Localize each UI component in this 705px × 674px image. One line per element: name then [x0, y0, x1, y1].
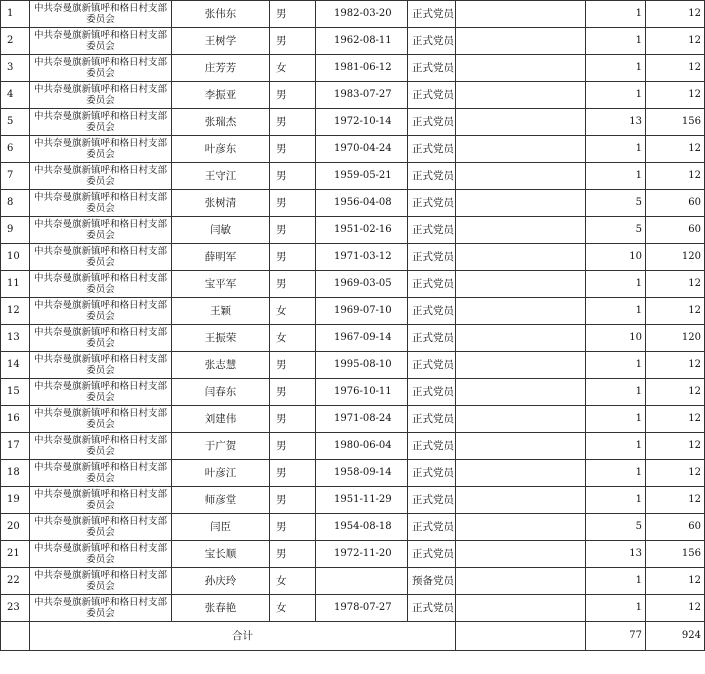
member-name: 于广贺 — [172, 433, 270, 460]
member-status: 正式党员 — [408, 352, 456, 379]
table-row — [1, 541, 705, 568]
blank-cell — [456, 163, 586, 190]
count-cell: 1 — [586, 460, 646, 487]
birth-date: 1956-04-08 — [316, 190, 408, 217]
gender-cell: 男 — [270, 244, 316, 271]
amount-cell: 120 — [646, 244, 705, 271]
count-cell: 5 — [586, 190, 646, 217]
member-status: 正式党员 — [408, 460, 456, 487]
member-name: 叶彦江 — [172, 460, 270, 487]
member-name: 张瑞杰 — [172, 109, 270, 136]
table-row — [1, 28, 705, 55]
birth-date: 1976-10-11 — [316, 379, 408, 406]
count-cell: 1 — [586, 271, 646, 298]
member-name: 叶彦东 — [172, 136, 270, 163]
blank-cell — [456, 568, 586, 595]
total-amount: 924 — [646, 622, 705, 651]
table-row — [1, 55, 705, 82]
gender-cell: 女 — [270, 325, 316, 352]
gender-cell: 男 — [270, 406, 316, 433]
row-number: 7 — [1, 163, 30, 190]
row-number: 20 — [1, 514, 30, 541]
organization-cell: 中共奈曼旗新镇呼和格日村支部委员会 — [30, 433, 172, 460]
organization-cell: 中共奈曼旗新镇呼和格日村支部委员会 — [30, 190, 172, 217]
count-cell: 1 — [586, 136, 646, 163]
birth-date: 1969-03-05 — [316, 271, 408, 298]
count-cell: 1 — [586, 406, 646, 433]
row-number: 14 — [1, 352, 30, 379]
member-name: 张伟东 — [172, 1, 270, 28]
member-name: 宝长顺 — [172, 541, 270, 568]
total-label: 合计 — [30, 622, 456, 651]
row-number: 23 — [1, 595, 30, 622]
organization-cell: 中共奈曼旗新镇呼和格日村支部委员会 — [30, 487, 172, 514]
table-row — [1, 82, 705, 109]
birth-date: 1982-03-20 — [316, 1, 408, 28]
gender-cell: 男 — [270, 460, 316, 487]
blank-cell — [456, 379, 586, 406]
member-name: 薛明军 — [172, 244, 270, 271]
birth-date: 1983-07-27 — [316, 82, 408, 109]
member-status: 正式党员 — [408, 514, 456, 541]
blank-cell — [456, 595, 586, 622]
table-row — [1, 190, 705, 217]
amount-cell: 60 — [646, 514, 705, 541]
member-status: 正式党员 — [408, 271, 456, 298]
count-cell: 10 — [586, 244, 646, 271]
blank-cell — [456, 325, 586, 352]
amount-cell: 12 — [646, 406, 705, 433]
row-number: 3 — [1, 55, 30, 82]
row-number: 10 — [1, 244, 30, 271]
organization-cell: 中共奈曼旗新镇呼和格日村支部委员会 — [30, 541, 172, 568]
amount-cell: 12 — [646, 379, 705, 406]
table-row — [1, 298, 705, 325]
row-number: 21 — [1, 541, 30, 568]
amount-cell: 156 — [646, 541, 705, 568]
count-cell: 1 — [586, 1, 646, 28]
gender-cell: 女 — [270, 298, 316, 325]
organization-cell: 中共奈曼旗新镇呼和格日村支部委员会 — [30, 28, 172, 55]
total-blank-cell — [456, 622, 586, 651]
row-number: 1 — [1, 1, 30, 28]
amount-cell: 60 — [646, 190, 705, 217]
organization-cell: 中共奈曼旗新镇呼和格日村支部委员会 — [30, 109, 172, 136]
member-status: 正式党员 — [408, 379, 456, 406]
count-cell: 10 — [586, 325, 646, 352]
member-status: 正式党员 — [408, 1, 456, 28]
blank-cell — [456, 352, 586, 379]
birth-date: 1962-08-11 — [316, 28, 408, 55]
count-cell: 1 — [586, 379, 646, 406]
member-status: 正式党员 — [408, 109, 456, 136]
count-cell: 1 — [586, 595, 646, 622]
member-name: 师彦堂 — [172, 487, 270, 514]
gender-cell: 男 — [270, 109, 316, 136]
row-number: 16 — [1, 406, 30, 433]
gender-cell: 女 — [270, 595, 316, 622]
member-status: 正式党员 — [408, 541, 456, 568]
organization-cell: 中共奈曼旗新镇呼和格日村支部委员会 — [30, 271, 172, 298]
count-cell: 1 — [586, 82, 646, 109]
organization-cell: 中共奈曼旗新镇呼和格日村支部委员会 — [30, 568, 172, 595]
organization-cell: 中共奈曼旗新镇呼和格日村支部委员会 — [30, 406, 172, 433]
gender-cell: 男 — [270, 514, 316, 541]
amount-cell: 12 — [646, 163, 705, 190]
row-number: 6 — [1, 136, 30, 163]
member-status: 正式党员 — [408, 163, 456, 190]
count-cell: 1 — [586, 433, 646, 460]
organization-cell: 中共奈曼旗新镇呼和格日村支部委员会 — [30, 136, 172, 163]
organization-cell: 中共奈曼旗新镇呼和格日村支部委员会 — [30, 298, 172, 325]
amount-cell: 120 — [646, 325, 705, 352]
blank-cell — [456, 298, 586, 325]
total-row — [1, 622, 705, 651]
birth-date: 1967-09-14 — [316, 325, 408, 352]
gender-cell: 女 — [270, 568, 316, 595]
birth-date: 1971-08-24 — [316, 406, 408, 433]
member-status: 预备党员 — [408, 568, 456, 595]
table-row — [1, 217, 705, 244]
count-cell: 1 — [586, 352, 646, 379]
member-status: 正式党员 — [408, 190, 456, 217]
member-name: 庄芳芳 — [172, 55, 270, 82]
member-status: 正式党员 — [408, 136, 456, 163]
total-blank-cell — [1, 622, 30, 651]
gender-cell: 男 — [270, 1, 316, 28]
member-name: 闫春东 — [172, 379, 270, 406]
blank-cell — [456, 514, 586, 541]
birth-date: 1972-10-14 — [316, 109, 408, 136]
row-number: 4 — [1, 82, 30, 109]
amount-cell: 12 — [646, 28, 705, 55]
gender-cell: 男 — [270, 433, 316, 460]
blank-cell — [456, 406, 586, 433]
row-number: 15 — [1, 379, 30, 406]
table-row — [1, 568, 705, 595]
amount-cell: 12 — [646, 460, 705, 487]
blank-cell — [456, 190, 586, 217]
organization-cell: 中共奈曼旗新镇呼和格日村支部委员会 — [30, 352, 172, 379]
row-number: 11 — [1, 271, 30, 298]
total-count: 77 — [586, 622, 646, 651]
birth-date: 1969-07-10 — [316, 298, 408, 325]
count-cell: 5 — [586, 217, 646, 244]
organization-cell: 中共奈曼旗新镇呼和格日村支部委员会 — [30, 325, 172, 352]
table-body — [1, 1, 705, 622]
member-name: 闫敏 — [172, 217, 270, 244]
member-name: 闫臣 — [172, 514, 270, 541]
birth-date: 1951-11-29 — [316, 487, 408, 514]
birth-date: 1958-09-14 — [316, 460, 408, 487]
row-number: 13 — [1, 325, 30, 352]
gender-cell: 男 — [270, 487, 316, 514]
amount-cell: 12 — [646, 595, 705, 622]
amount-cell: 12 — [646, 352, 705, 379]
member-name: 王振荣 — [172, 325, 270, 352]
row-number: 22 — [1, 568, 30, 595]
organization-cell: 中共奈曼旗新镇呼和格日村支部委员会 — [30, 163, 172, 190]
organization-cell: 中共奈曼旗新镇呼和格日村支部委员会 — [30, 82, 172, 109]
member-name: 张春艳 — [172, 595, 270, 622]
table-row — [1, 325, 705, 352]
member-name: 王守江 — [172, 163, 270, 190]
count-cell: 13 — [586, 541, 646, 568]
table-row — [1, 460, 705, 487]
amount-cell: 12 — [646, 136, 705, 163]
row-number: 17 — [1, 433, 30, 460]
gender-cell: 男 — [270, 217, 316, 244]
count-cell: 1 — [586, 298, 646, 325]
count-cell: 5 — [586, 514, 646, 541]
member-status: 正式党员 — [408, 325, 456, 352]
blank-cell — [456, 28, 586, 55]
member-name: 刘建伟 — [172, 406, 270, 433]
organization-cell: 中共奈曼旗新镇呼和格日村支部委员会 — [30, 217, 172, 244]
gender-cell: 男 — [270, 271, 316, 298]
amount-cell: 60 — [646, 217, 705, 244]
amount-cell: 12 — [646, 487, 705, 514]
member-name: 孙庆玲 — [172, 568, 270, 595]
amount-cell: 12 — [646, 1, 705, 28]
row-number: 18 — [1, 460, 30, 487]
member-status: 正式党员 — [408, 298, 456, 325]
birth-date — [316, 568, 408, 595]
member-status: 正式党员 — [408, 433, 456, 460]
birth-date: 1978-07-27 — [316, 595, 408, 622]
gender-cell: 男 — [270, 136, 316, 163]
table-row — [1, 352, 705, 379]
table-row — [1, 487, 705, 514]
table-row — [1, 595, 705, 622]
member-name: 王颖 — [172, 298, 270, 325]
gender-cell: 女 — [270, 55, 316, 82]
gender-cell: 男 — [270, 352, 316, 379]
member-status: 正式党员 — [408, 217, 456, 244]
gender-cell: 男 — [270, 163, 316, 190]
count-cell: 1 — [586, 28, 646, 55]
member-name: 宝平军 — [172, 271, 270, 298]
birth-date: 1981-06-12 — [316, 55, 408, 82]
table-row — [1, 433, 705, 460]
member-name: 张树清 — [172, 190, 270, 217]
amount-cell: 12 — [646, 271, 705, 298]
count-cell: 1 — [586, 568, 646, 595]
table-row — [1, 109, 705, 136]
member-name: 王树学 — [172, 28, 270, 55]
table-row — [1, 406, 705, 433]
count-cell: 1 — [586, 163, 646, 190]
count-cell: 1 — [586, 487, 646, 514]
blank-cell — [456, 136, 586, 163]
blank-cell — [456, 1, 586, 28]
row-number: 12 — [1, 298, 30, 325]
member-status: 正式党员 — [408, 595, 456, 622]
organization-cell: 中共奈曼旗新镇呼和格日村支部委员会 — [30, 1, 172, 28]
gender-cell: 男 — [270, 82, 316, 109]
member-status: 正式党员 — [408, 487, 456, 514]
table-row — [1, 136, 705, 163]
blank-cell — [456, 244, 586, 271]
table-row — [1, 1, 705, 28]
blank-cell — [456, 487, 586, 514]
table-row — [1, 163, 705, 190]
organization-cell: 中共奈曼旗新镇呼和格日村支部委员会 — [30, 379, 172, 406]
organization-cell: 中共奈曼旗新镇呼和格日村支部委员会 — [30, 460, 172, 487]
birth-date: 1995-08-10 — [316, 352, 408, 379]
member-name: 张志慧 — [172, 352, 270, 379]
member-status: 正式党员 — [408, 28, 456, 55]
birth-date: 1980-06-04 — [316, 433, 408, 460]
birth-date: 1951-02-16 — [316, 217, 408, 244]
birth-date: 1959-05-21 — [316, 163, 408, 190]
blank-cell — [456, 541, 586, 568]
amount-cell: 12 — [646, 568, 705, 595]
table-row — [1, 244, 705, 271]
blank-cell — [456, 460, 586, 487]
row-number: 5 — [1, 109, 30, 136]
member-name: 李振亚 — [172, 82, 270, 109]
count-cell: 13 — [586, 109, 646, 136]
member-status: 正式党员 — [408, 244, 456, 271]
gender-cell: 男 — [270, 541, 316, 568]
amount-cell: 12 — [646, 298, 705, 325]
gender-cell: 男 — [270, 379, 316, 406]
organization-cell: 中共奈曼旗新镇呼和格日村支部委员会 — [30, 55, 172, 82]
blank-cell — [456, 433, 586, 460]
blank-cell — [456, 55, 586, 82]
organization-cell: 中共奈曼旗新镇呼和格日村支部委员会 — [30, 514, 172, 541]
amount-cell: 156 — [646, 109, 705, 136]
table-row — [1, 271, 705, 298]
birth-date: 1972-11-20 — [316, 541, 408, 568]
count-cell: 1 — [586, 55, 646, 82]
birth-date: 1954-08-18 — [316, 514, 408, 541]
table-row — [1, 379, 705, 406]
birth-date: 1970-04-24 — [316, 136, 408, 163]
row-number: 2 — [1, 28, 30, 55]
member-status: 正式党员 — [408, 82, 456, 109]
row-number: 8 — [1, 190, 30, 217]
organization-cell: 中共奈曼旗新镇呼和格日村支部委员会 — [30, 595, 172, 622]
organization-cell: 中共奈曼旗新镇呼和格日村支部委员会 — [30, 244, 172, 271]
row-number: 9 — [1, 217, 30, 244]
birth-date: 1971-03-12 — [316, 244, 408, 271]
member-status: 正式党员 — [408, 406, 456, 433]
blank-cell — [456, 217, 586, 244]
gender-cell: 男 — [270, 28, 316, 55]
blank-cell — [456, 82, 586, 109]
amount-cell: 12 — [646, 82, 705, 109]
amount-cell: 12 — [646, 433, 705, 460]
member-status: 正式党员 — [408, 55, 456, 82]
amount-cell: 12 — [646, 55, 705, 82]
table-row — [1, 514, 705, 541]
blank-cell — [456, 109, 586, 136]
gender-cell: 男 — [270, 190, 316, 217]
row-number: 19 — [1, 487, 30, 514]
blank-cell — [456, 271, 586, 298]
